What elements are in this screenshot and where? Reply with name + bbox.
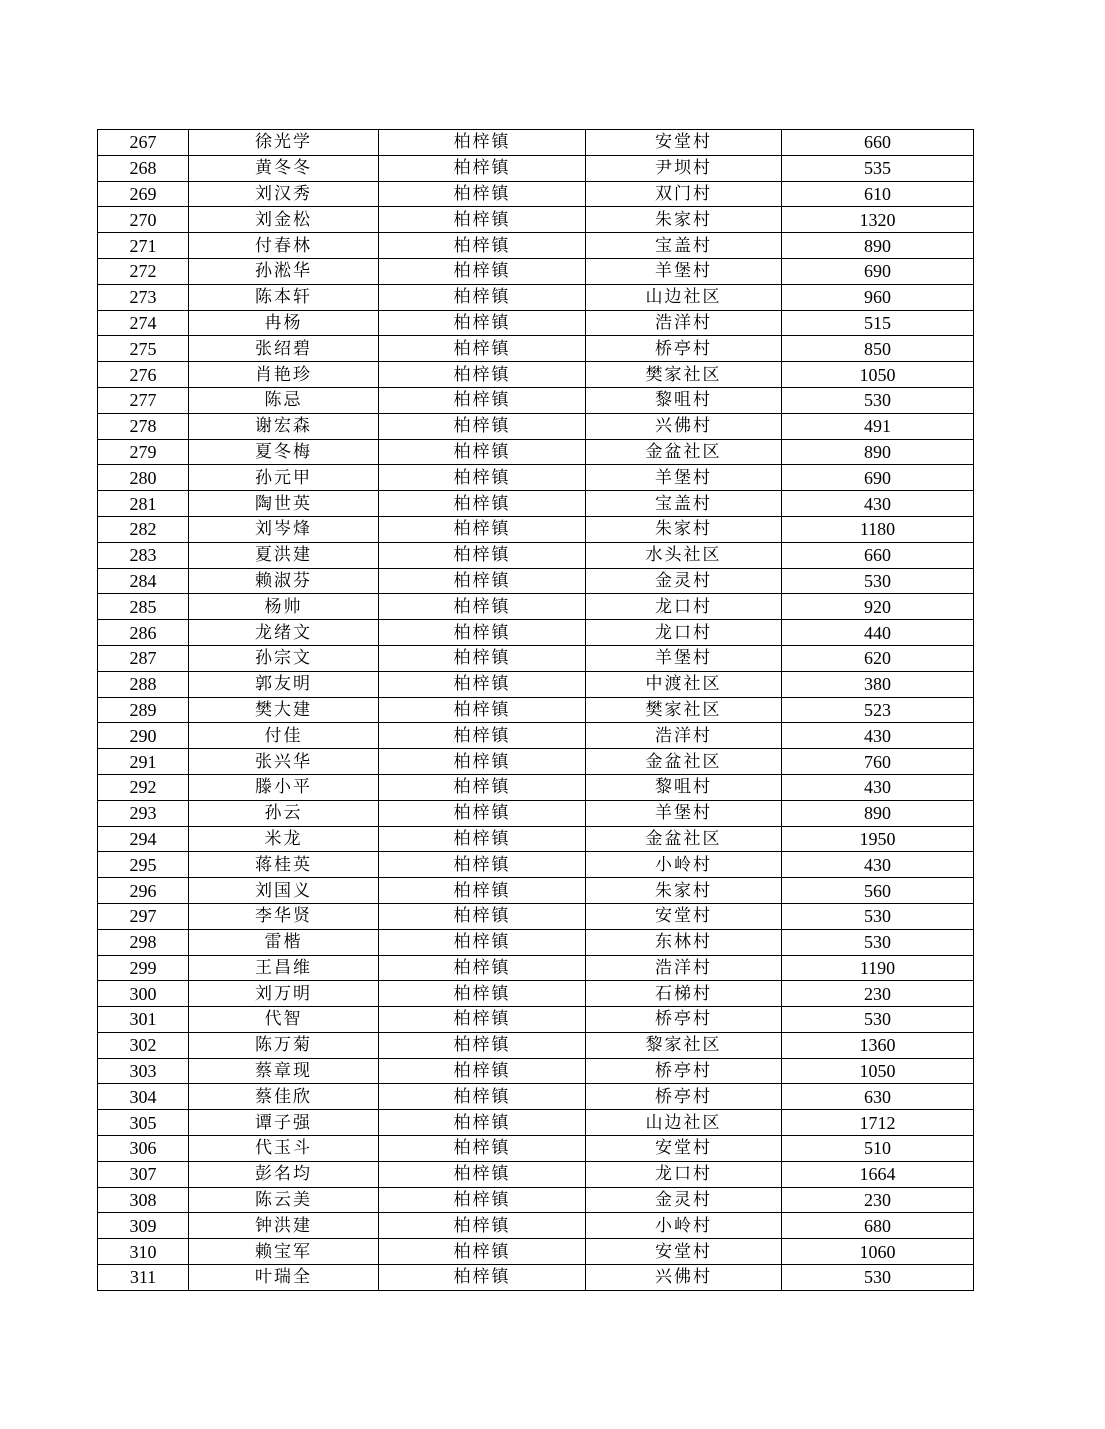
amount-cell: 430 (782, 852, 974, 878)
name-cell: 刘汉秀 (189, 181, 379, 207)
table-row (98, 620, 974, 646)
amount-cell: 1060 (782, 1239, 974, 1265)
village-cell: 羊堡村 (586, 800, 782, 826)
amount-cell: 523 (782, 697, 974, 723)
village-cell: 安堂村 (586, 1136, 782, 1162)
town-cell: 柏梓镇 (379, 542, 586, 568)
name-cell: 滕小平 (189, 774, 379, 800)
table-row (98, 1007, 974, 1033)
table-row (98, 568, 974, 594)
amount-cell: 1050 (782, 362, 974, 388)
row-number-cell: 305 (98, 1110, 189, 1136)
table-row (98, 1161, 974, 1187)
town-cell: 柏梓镇 (379, 1110, 586, 1136)
village-cell: 金盆社区 (586, 749, 782, 775)
village-cell: 黎家社区 (586, 1032, 782, 1058)
name-cell: 孙元甲 (189, 465, 379, 491)
name-cell: 肖艳珍 (189, 362, 379, 388)
row-number-cell: 306 (98, 1136, 189, 1162)
row-number-cell: 285 (98, 594, 189, 620)
amount-cell: 535 (782, 155, 974, 181)
amount-cell: 491 (782, 413, 974, 439)
town-cell: 柏梓镇 (379, 155, 586, 181)
name-cell: 陈忌 (189, 387, 379, 413)
table-row (98, 1110, 974, 1136)
village-cell: 桥亭村 (586, 1058, 782, 1084)
village-cell: 羊堡村 (586, 258, 782, 284)
name-cell: 谭子强 (189, 1110, 379, 1136)
row-number-cell: 271 (98, 233, 189, 259)
town-cell: 柏梓镇 (379, 697, 586, 723)
amount-cell: 1664 (782, 1161, 974, 1187)
town-cell: 柏梓镇 (379, 1058, 586, 1084)
amount-cell: 690 (782, 465, 974, 491)
village-cell: 浩洋村 (586, 955, 782, 981)
amount-cell: 430 (782, 723, 974, 749)
row-number-cell: 288 (98, 671, 189, 697)
row-number-cell: 303 (98, 1058, 189, 1084)
row-number-cell: 309 (98, 1213, 189, 1239)
row-number-cell: 307 (98, 1161, 189, 1187)
town-cell: 柏梓镇 (379, 568, 586, 594)
town-cell: 柏梓镇 (379, 723, 586, 749)
amount-cell: 380 (782, 671, 974, 697)
village-cell: 安堂村 (586, 130, 782, 156)
town-cell: 柏梓镇 (379, 749, 586, 775)
table-row (98, 233, 974, 259)
name-cell: 王昌维 (189, 955, 379, 981)
amount-cell: 1950 (782, 826, 974, 852)
name-cell: 米龙 (189, 826, 379, 852)
row-number-cell: 310 (98, 1239, 189, 1265)
table-row (98, 413, 974, 439)
village-cell: 龙口村 (586, 620, 782, 646)
row-number-cell: 269 (98, 181, 189, 207)
table-row (98, 929, 974, 955)
name-cell: 冉杨 (189, 310, 379, 336)
row-number-cell: 297 (98, 903, 189, 929)
name-cell: 蔡章现 (189, 1058, 379, 1084)
town-cell: 柏梓镇 (379, 439, 586, 465)
town-cell: 柏梓镇 (379, 1007, 586, 1033)
table-row (98, 981, 974, 1007)
village-cell: 山边社区 (586, 1110, 782, 1136)
village-cell: 羊堡村 (586, 645, 782, 671)
table-row (98, 1136, 974, 1162)
row-number-cell: 286 (98, 620, 189, 646)
row-number-cell: 290 (98, 723, 189, 749)
amount-cell: 850 (782, 336, 974, 362)
village-cell: 樊家社区 (586, 362, 782, 388)
village-cell: 黎咀村 (586, 774, 782, 800)
village-cell: 安堂村 (586, 903, 782, 929)
table-row (98, 723, 974, 749)
amount-cell: 960 (782, 284, 974, 310)
amount-cell: 610 (782, 181, 974, 207)
village-cell: 桥亭村 (586, 1007, 782, 1033)
row-number-cell: 289 (98, 697, 189, 723)
table-row (98, 774, 974, 800)
table-row (98, 1213, 974, 1239)
table-row (98, 1058, 974, 1084)
amount-cell: 690 (782, 258, 974, 284)
amount-cell: 430 (782, 774, 974, 800)
table-row (98, 1239, 974, 1265)
amount-cell: 1320 (782, 207, 974, 233)
name-cell: 樊大建 (189, 697, 379, 723)
row-number-cell: 276 (98, 362, 189, 388)
table-row (98, 955, 974, 981)
name-cell: 钟洪建 (189, 1213, 379, 1239)
name-cell: 李华贤 (189, 903, 379, 929)
name-cell: 彭名均 (189, 1161, 379, 1187)
row-number-cell: 274 (98, 310, 189, 336)
village-cell: 浩洋村 (586, 310, 782, 336)
table-row (98, 258, 974, 284)
village-cell: 樊家社区 (586, 697, 782, 723)
table-row (98, 852, 974, 878)
name-cell: 黄冬冬 (189, 155, 379, 181)
town-cell: 柏梓镇 (379, 1239, 586, 1265)
village-cell: 宝盖村 (586, 233, 782, 259)
name-cell: 张兴华 (189, 749, 379, 775)
village-cell: 金盆社区 (586, 826, 782, 852)
town-cell: 柏梓镇 (379, 955, 586, 981)
row-number-cell: 280 (98, 465, 189, 491)
town-cell: 柏梓镇 (379, 774, 586, 800)
town-cell: 柏梓镇 (379, 878, 586, 904)
table-row (98, 310, 974, 336)
village-cell: 山边社区 (586, 284, 782, 310)
row-number-cell: 298 (98, 929, 189, 955)
amount-cell: 1050 (782, 1058, 974, 1084)
name-cell: 龙绪文 (189, 620, 379, 646)
amount-cell: 560 (782, 878, 974, 904)
table-row (98, 903, 974, 929)
village-cell: 双门村 (586, 181, 782, 207)
amount-cell: 1712 (782, 1110, 974, 1136)
amount-cell: 1180 (782, 516, 974, 542)
amount-cell: 530 (782, 903, 974, 929)
name-cell: 张绍碧 (189, 336, 379, 362)
row-number-cell: 302 (98, 1032, 189, 1058)
name-cell: 赖宝军 (189, 1239, 379, 1265)
town-cell: 柏梓镇 (379, 413, 586, 439)
village-cell: 金盆社区 (586, 439, 782, 465)
amount-cell: 660 (782, 130, 974, 156)
table-row (98, 362, 974, 388)
village-cell: 宝盖村 (586, 491, 782, 517)
amount-cell: 920 (782, 594, 974, 620)
row-number-cell: 304 (98, 1084, 189, 1110)
amount-cell: 530 (782, 1007, 974, 1033)
amount-cell: 1360 (782, 1032, 974, 1058)
name-cell: 孙宗文 (189, 645, 379, 671)
table-row (98, 516, 974, 542)
name-cell: 陈万菊 (189, 1032, 379, 1058)
amount-cell: 515 (782, 310, 974, 336)
row-number-cell: 294 (98, 826, 189, 852)
town-cell: 柏梓镇 (379, 826, 586, 852)
table-row (98, 439, 974, 465)
village-cell: 浩洋村 (586, 723, 782, 749)
name-cell: 刘岑烽 (189, 516, 379, 542)
village-cell: 兴佛村 (586, 413, 782, 439)
town-cell: 柏梓镇 (379, 929, 586, 955)
village-cell: 羊堡村 (586, 465, 782, 491)
town-cell: 柏梓镇 (379, 258, 586, 284)
row-number-cell: 295 (98, 852, 189, 878)
town-cell: 柏梓镇 (379, 284, 586, 310)
town-cell: 柏梓镇 (379, 620, 586, 646)
name-cell: 夏洪建 (189, 542, 379, 568)
row-number-cell: 299 (98, 955, 189, 981)
amount-cell: 230 (782, 1187, 974, 1213)
village-cell: 小岭村 (586, 852, 782, 878)
table-row (98, 1084, 974, 1110)
name-cell: 孙云 (189, 800, 379, 826)
row-number-cell: 278 (98, 413, 189, 439)
name-cell: 刘国义 (189, 878, 379, 904)
table-row (98, 284, 974, 310)
village-cell: 尹坝村 (586, 155, 782, 181)
roster-table (97, 129, 974, 1291)
table-row (98, 826, 974, 852)
name-cell: 赖淑芬 (189, 568, 379, 594)
town-cell: 柏梓镇 (379, 1187, 586, 1213)
table-row (98, 181, 974, 207)
table-row (98, 542, 974, 568)
town-cell: 柏梓镇 (379, 645, 586, 671)
amount-cell: 510 (782, 1136, 974, 1162)
name-cell: 蒋桂英 (189, 852, 379, 878)
town-cell: 柏梓镇 (379, 130, 586, 156)
town-cell: 柏梓镇 (379, 207, 586, 233)
name-cell: 蔡佳欣 (189, 1084, 379, 1110)
table-row (98, 1265, 974, 1291)
amount-cell: 530 (782, 568, 974, 594)
amount-cell: 530 (782, 387, 974, 413)
table-row (98, 130, 974, 156)
name-cell: 刘万明 (189, 981, 379, 1007)
row-number-cell: 292 (98, 774, 189, 800)
row-number-cell: 301 (98, 1007, 189, 1033)
name-cell: 雷楷 (189, 929, 379, 955)
table-row (98, 387, 974, 413)
name-cell: 陈云美 (189, 1187, 379, 1213)
name-cell: 叶瑞全 (189, 1265, 379, 1291)
name-cell: 代玉斗 (189, 1136, 379, 1162)
town-cell: 柏梓镇 (379, 1136, 586, 1162)
table-row (98, 749, 974, 775)
town-cell: 柏梓镇 (379, 491, 586, 517)
town-cell: 柏梓镇 (379, 1265, 586, 1291)
name-cell: 付佳 (189, 723, 379, 749)
table-row (98, 671, 974, 697)
row-number-cell: 282 (98, 516, 189, 542)
town-cell: 柏梓镇 (379, 981, 586, 1007)
name-cell: 代智 (189, 1007, 379, 1033)
row-number-cell: 300 (98, 981, 189, 1007)
town-cell: 柏梓镇 (379, 594, 586, 620)
amount-cell: 620 (782, 645, 974, 671)
village-cell: 东林村 (586, 929, 782, 955)
town-cell: 柏梓镇 (379, 1084, 586, 1110)
table-row (98, 878, 974, 904)
row-number-cell: 268 (98, 155, 189, 181)
amount-cell: 530 (782, 929, 974, 955)
row-number-cell: 272 (98, 258, 189, 284)
amount-cell: 230 (782, 981, 974, 1007)
village-cell: 龙口村 (586, 1161, 782, 1187)
village-cell: 石梯村 (586, 981, 782, 1007)
table-row (98, 594, 974, 620)
town-cell: 柏梓镇 (379, 852, 586, 878)
table-row (98, 491, 974, 517)
town-cell: 柏梓镇 (379, 903, 586, 929)
amount-cell: 890 (782, 233, 974, 259)
town-cell: 柏梓镇 (379, 1161, 586, 1187)
village-cell: 兴佛村 (586, 1265, 782, 1291)
table-row (98, 207, 974, 233)
village-cell: 桥亭村 (586, 336, 782, 362)
amount-cell: 890 (782, 800, 974, 826)
town-cell: 柏梓镇 (379, 181, 586, 207)
name-cell: 徐光学 (189, 130, 379, 156)
village-cell: 小岭村 (586, 1213, 782, 1239)
table-row (98, 800, 974, 826)
town-cell: 柏梓镇 (379, 387, 586, 413)
town-cell: 柏梓镇 (379, 1032, 586, 1058)
table-row (98, 645, 974, 671)
table-row (98, 155, 974, 181)
row-number-cell: 287 (98, 645, 189, 671)
name-cell: 夏冬梅 (189, 439, 379, 465)
row-number-cell: 267 (98, 130, 189, 156)
amount-cell: 760 (782, 749, 974, 775)
table-row (98, 336, 974, 362)
town-cell: 柏梓镇 (379, 336, 586, 362)
town-cell: 柏梓镇 (379, 1213, 586, 1239)
name-cell: 刘金松 (189, 207, 379, 233)
row-number-cell: 291 (98, 749, 189, 775)
row-number-cell: 308 (98, 1187, 189, 1213)
village-cell: 水头社区 (586, 542, 782, 568)
amount-cell: 890 (782, 439, 974, 465)
village-cell: 金灵村 (586, 568, 782, 594)
town-cell: 柏梓镇 (379, 310, 586, 336)
table-row (98, 465, 974, 491)
row-number-cell: 275 (98, 336, 189, 362)
name-cell: 付春林 (189, 233, 379, 259)
name-cell: 郭友明 (189, 671, 379, 697)
village-cell: 朱家村 (586, 878, 782, 904)
table-row (98, 697, 974, 723)
village-cell: 金灵村 (586, 1187, 782, 1213)
table-row (98, 1032, 974, 1058)
table-row (98, 1187, 974, 1213)
row-number-cell: 311 (98, 1265, 189, 1291)
village-cell: 安堂村 (586, 1239, 782, 1265)
row-number-cell: 281 (98, 491, 189, 517)
amount-cell: 430 (782, 491, 974, 517)
name-cell: 杨帅 (189, 594, 379, 620)
name-cell: 孙淞华 (189, 258, 379, 284)
row-number-cell: 277 (98, 387, 189, 413)
village-cell: 龙口村 (586, 594, 782, 620)
name-cell: 陈本轩 (189, 284, 379, 310)
town-cell: 柏梓镇 (379, 800, 586, 826)
village-cell: 朱家村 (586, 516, 782, 542)
village-cell: 中渡社区 (586, 671, 782, 697)
row-number-cell: 279 (98, 439, 189, 465)
name-cell: 谢宏森 (189, 413, 379, 439)
town-cell: 柏梓镇 (379, 233, 586, 259)
amount-cell: 1190 (782, 955, 974, 981)
amount-cell: 440 (782, 620, 974, 646)
name-cell: 陶世英 (189, 491, 379, 517)
row-number-cell: 293 (98, 800, 189, 826)
amount-cell: 630 (782, 1084, 974, 1110)
amount-cell: 680 (782, 1213, 974, 1239)
village-cell: 桥亭村 (586, 1084, 782, 1110)
roster-table-body (98, 130, 974, 1291)
row-number-cell: 273 (98, 284, 189, 310)
row-number-cell: 296 (98, 878, 189, 904)
amount-cell: 660 (782, 542, 974, 568)
village-cell: 朱家村 (586, 207, 782, 233)
village-cell: 黎咀村 (586, 387, 782, 413)
town-cell: 柏梓镇 (379, 671, 586, 697)
amount-cell: 530 (782, 1265, 974, 1291)
row-number-cell: 284 (98, 568, 189, 594)
town-cell: 柏梓镇 (379, 516, 586, 542)
town-cell: 柏梓镇 (379, 465, 586, 491)
town-cell: 柏梓镇 (379, 362, 586, 388)
row-number-cell: 270 (98, 207, 189, 233)
row-number-cell: 283 (98, 542, 189, 568)
